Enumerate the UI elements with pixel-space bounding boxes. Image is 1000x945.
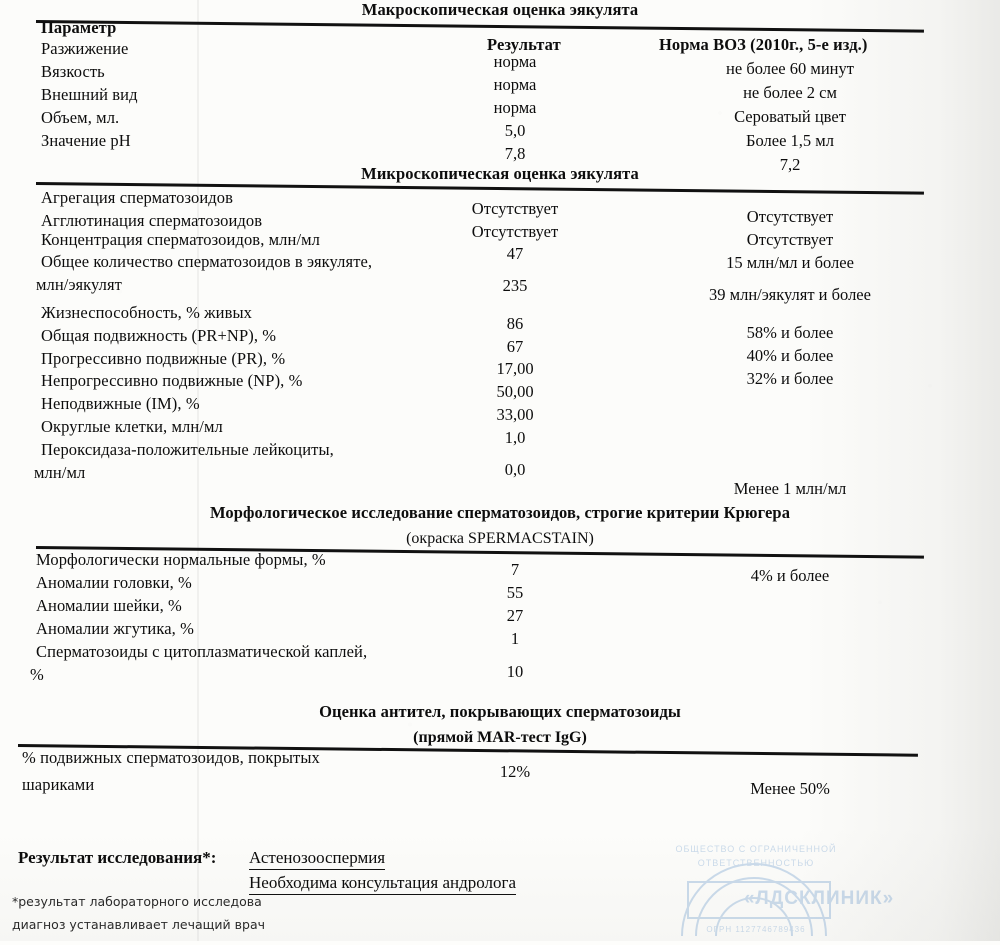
row-norm: не более 60 минут xyxy=(726,59,854,78)
row-value: 17,00 xyxy=(496,359,534,378)
conclusion-line-recommendation: Необходима консультация андролога xyxy=(249,873,516,895)
row-label: Неподвижные (IM), % xyxy=(41,394,200,413)
row-norm: 58% и более xyxy=(746,323,834,342)
svg-text:ОТВЕТСТВЕННОСТЬЮ: ОТВЕТСТВЕННОСТЬЮ xyxy=(697,858,815,868)
row-label: Значение рН xyxy=(41,131,131,150)
row-value: 50,00 xyxy=(496,382,534,401)
row-norm: не более 2 см xyxy=(743,83,837,102)
row-value: норма xyxy=(493,98,537,117)
row-label: % подвижных сперматозоидов, покрытых xyxy=(22,748,320,767)
row-norm: Отсутствует xyxy=(746,207,834,226)
row-label-cont: млн/мл xyxy=(34,463,86,482)
row-norm: Менее 1 млн/мл xyxy=(733,479,847,498)
row-norm: 4% и более xyxy=(750,566,830,585)
row-value: норма xyxy=(493,75,537,94)
column-header-parameter: Параметр xyxy=(41,18,117,37)
section-title-microscopic: Микроскопическая оценка эякулята xyxy=(361,164,639,183)
row-value: 1,0 xyxy=(504,428,526,447)
row-value: 27 xyxy=(506,606,524,625)
row-label: Агглютинация сперматозоидов xyxy=(41,211,263,230)
section-subtitle-mar-test: (прямой MAR-тест IgG) xyxy=(413,729,587,746)
row-value: 12% xyxy=(499,762,531,781)
row-label: Аномалии шейки, % xyxy=(36,596,182,615)
row-label: Морфологически нормальные формы, % xyxy=(36,550,326,569)
row-value: 47 xyxy=(506,244,524,263)
row-norm: 32% и более xyxy=(746,369,834,388)
row-value: 0,0 xyxy=(504,460,526,479)
row-label: Пероксидаза-положительные лейкоциты, xyxy=(41,440,334,459)
row-value: 33,00 xyxy=(496,405,534,424)
svg-text:ОБЩЕСТВО С ОГРАНИЧЕННОЙ: ОБЩЕСТВО С ОГРАНИЧЕННОЙ xyxy=(675,844,837,854)
row-norm: 7,2 xyxy=(779,155,801,174)
row-label: Вязкость xyxy=(41,62,105,81)
row-label: Аномалии головки, % xyxy=(36,573,192,592)
row-label: Концентрация сперматозоидов, млн/мл xyxy=(41,230,321,249)
row-label: Общее количество сперматозоидов в эякуляте, xyxy=(41,252,373,271)
row-value: 7 xyxy=(510,560,520,579)
row-label-cont: млн/эякулят xyxy=(36,275,122,294)
row-value: Отсутствует xyxy=(471,199,559,218)
row-label: Разжижение xyxy=(41,39,129,58)
row-label: Аномалии жгутика, % xyxy=(36,619,194,638)
row-label: Округлые клетки, млн/мл xyxy=(41,417,223,436)
stamp-icon xyxy=(672,832,972,940)
row-value: 7,8 xyxy=(504,144,526,163)
column-header-result: Результат xyxy=(487,35,561,54)
row-value: 235 xyxy=(502,276,528,295)
conclusion-line-diagnosis: Астенозооспермия xyxy=(249,848,385,870)
row-label: Жизнеспособность, % живых xyxy=(41,303,253,322)
row-label: Объем, мл. xyxy=(41,108,120,127)
row-norm: Менее 50% xyxy=(750,779,830,798)
row-norm: Сероватый цвет xyxy=(734,107,846,126)
section-title-mar-test: Оценка антител, покрывающих сперматозоиды xyxy=(319,702,681,721)
row-value: 1 xyxy=(510,629,520,648)
clinic-stamp xyxy=(672,832,972,940)
row-norm: Более 1,5 мл xyxy=(746,131,834,150)
row-label: Общая подвижность (PR+NP), % xyxy=(41,326,277,345)
section-subtitle-morphology: (окраска SPERMACSTAIN) xyxy=(406,530,594,547)
row-value: 10 xyxy=(506,662,524,681)
row-norm: Отсутствует xyxy=(746,230,834,249)
footnote-line-2: диагноз устанавливает лечащий врач xyxy=(12,917,265,932)
row-value: 67 xyxy=(506,337,524,356)
footnote-line-1: *результат лабораторного исследова xyxy=(12,894,262,909)
row-value: 86 xyxy=(506,314,524,333)
row-label: Агрегация сперматозоидов xyxy=(41,188,234,207)
row-label: Непрогрессивно подвижные (NP), % xyxy=(41,371,303,390)
section-title-macroscopic: Макроскопическая оценка эякулята xyxy=(361,0,639,19)
row-norm: 39 млн/эякулят и более xyxy=(709,285,871,304)
row-value: норма xyxy=(493,52,537,71)
row-norm: 40% и более xyxy=(746,346,834,365)
row-label: Прогрессивно подвижные (PR), % xyxy=(41,349,286,368)
row-label: Внешний вид xyxy=(41,85,138,104)
row-label-cont: шариками xyxy=(22,775,95,794)
section-rule-macroscopic xyxy=(36,20,924,33)
svg-text:ОГРН 1127746789436: ОГРН 1127746789436 xyxy=(706,925,806,934)
row-label-cont: % xyxy=(30,665,44,684)
row-value: 5,0 xyxy=(504,121,526,140)
row-label: Сперматозоиды с цитоплазматической каплей, xyxy=(36,642,368,661)
row-norm: 15 млн/мл и более xyxy=(726,253,854,272)
stamp-text: «ЛДСКЛИНИК» xyxy=(743,888,895,909)
section-title-morphology: Морфологическое исследование сперматозоидов, строгие критерии Крюгера xyxy=(209,503,791,522)
column-header-norm: Норма ВОЗ (2010г., 5-е изд.) xyxy=(659,35,868,54)
row-value: Отсутствует xyxy=(471,222,559,241)
conclusion-label: Результат исследования*: xyxy=(18,848,217,867)
row-value: 55 xyxy=(506,583,524,602)
